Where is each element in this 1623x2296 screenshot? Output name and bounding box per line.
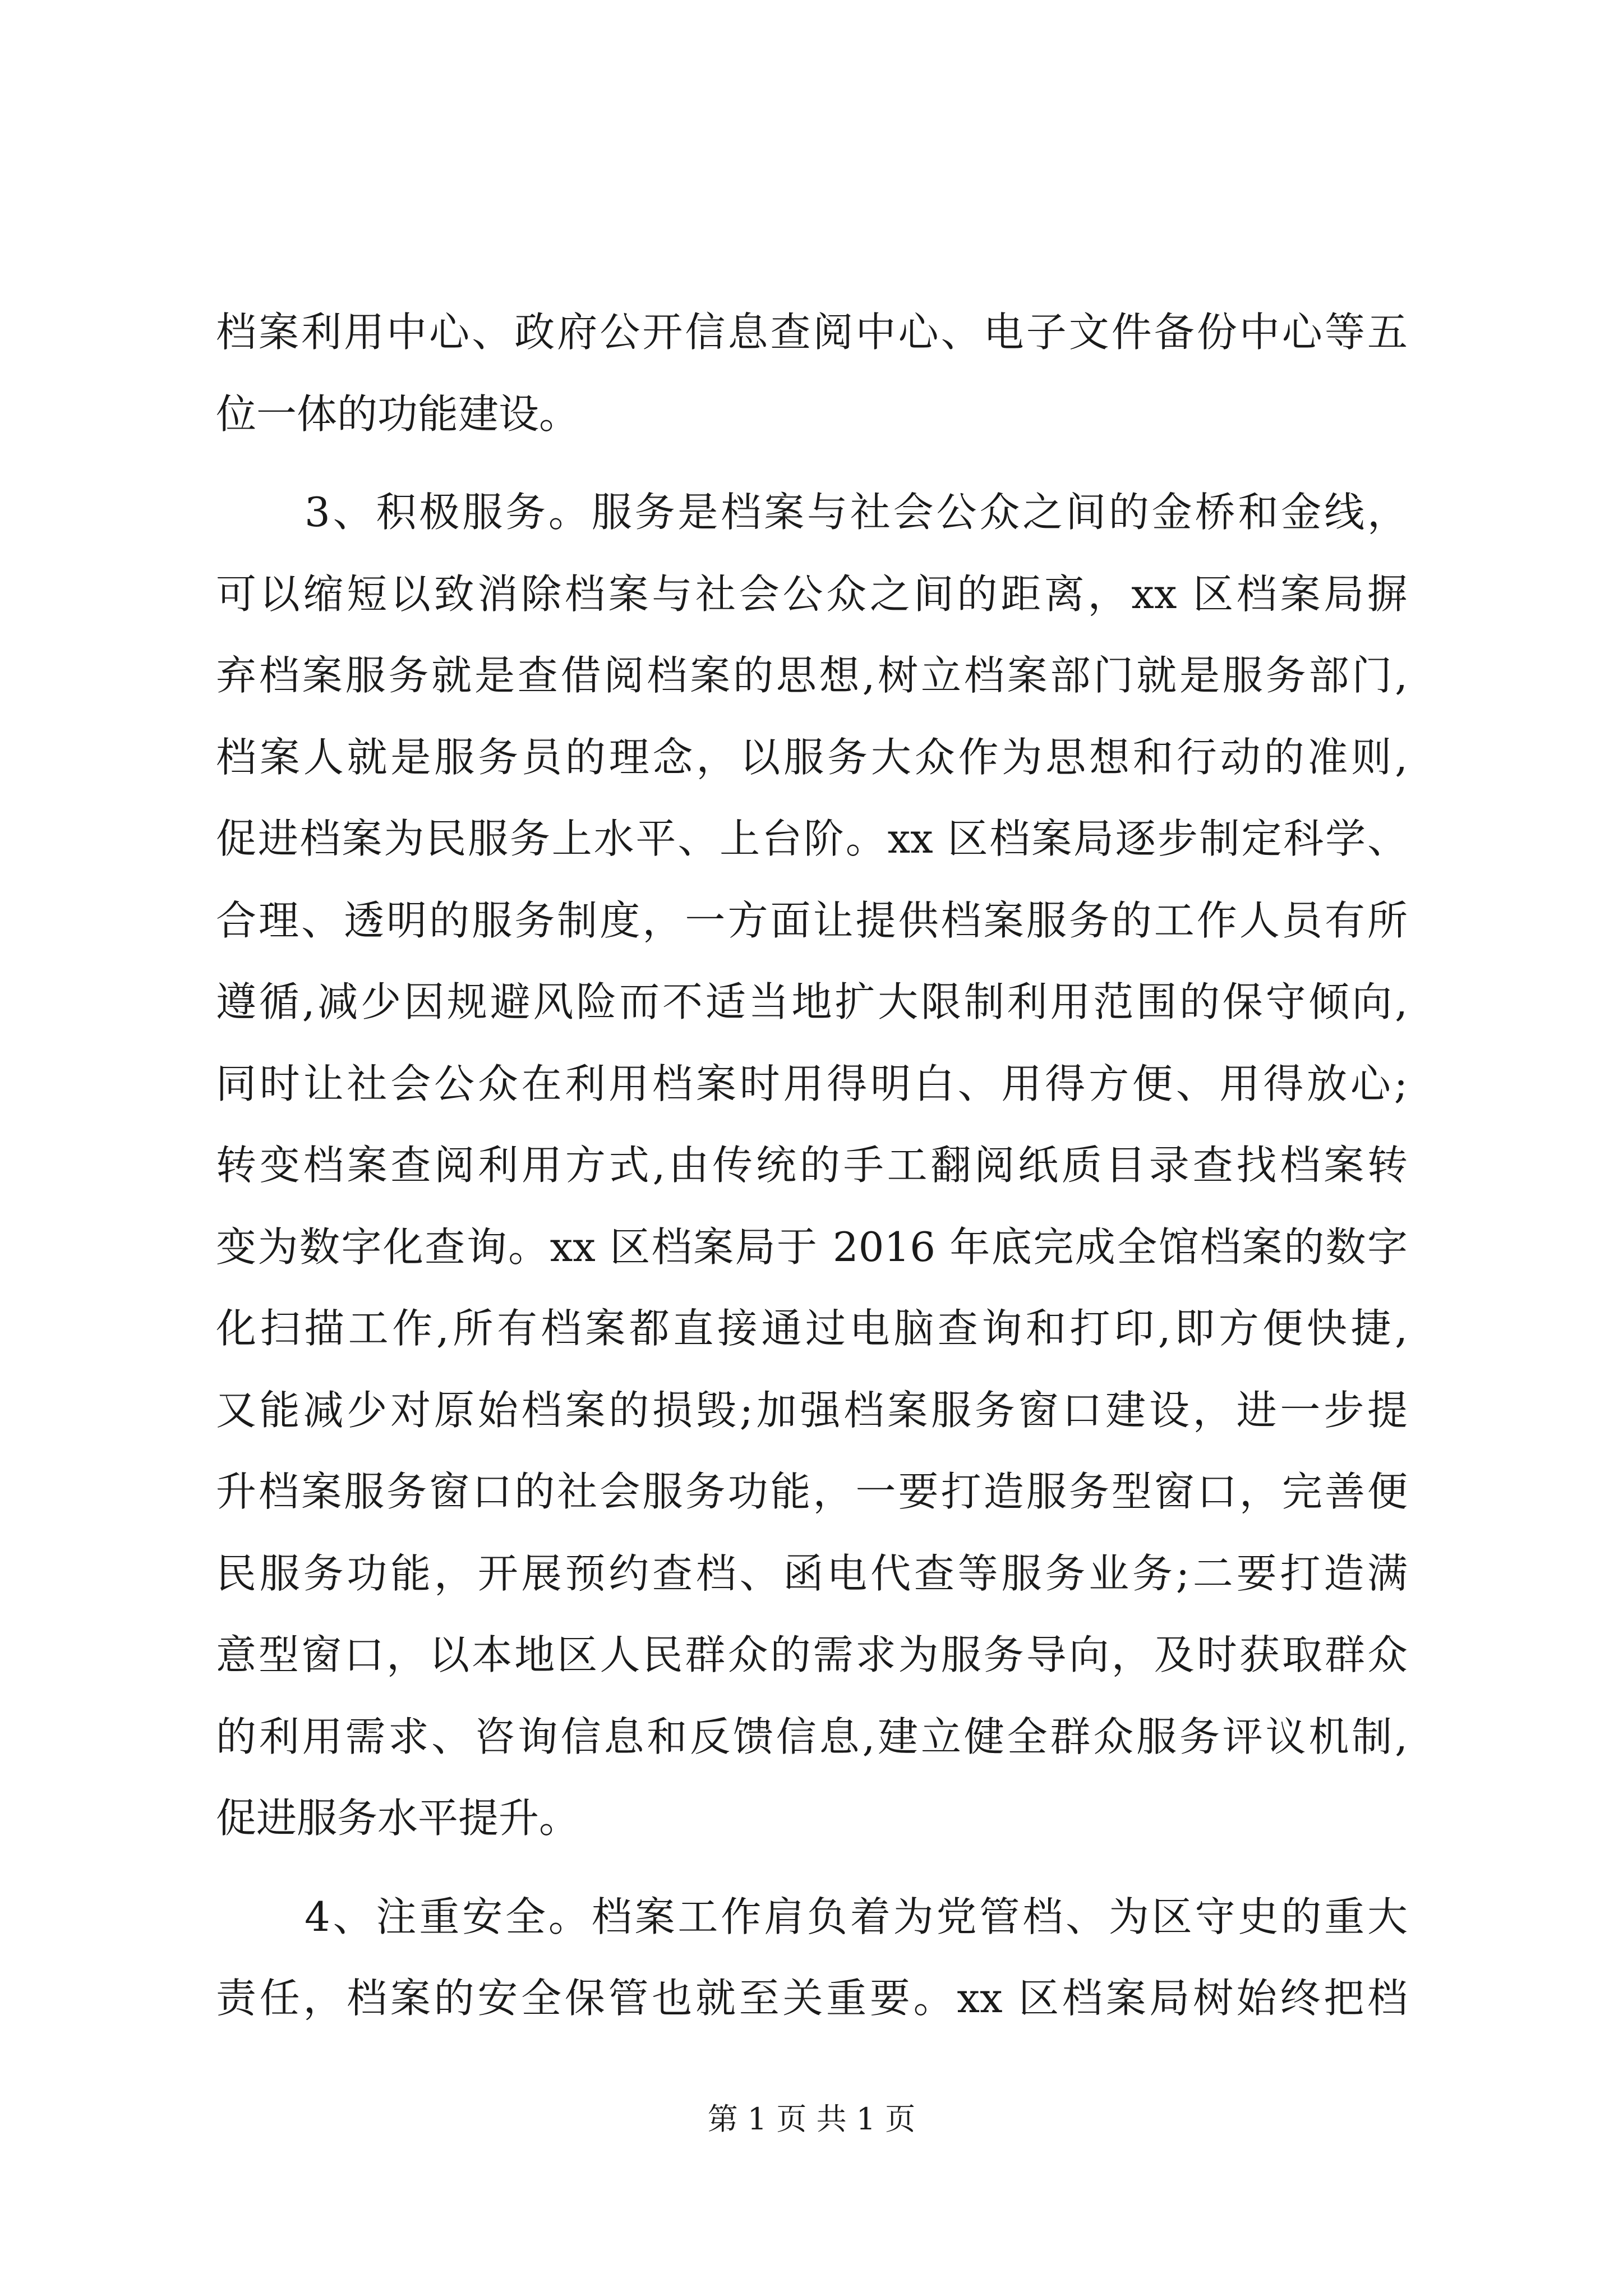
text-line: 化扫描工作,所有档案都直接通过电脑查询和打印,即方便快捷, xyxy=(216,1305,1408,1352)
text-line: 促进档案为民服务上水平、上台阶。xx 区档案局逐步制定科学、 xyxy=(216,815,1408,862)
text-line: 3、积极服务。服务是档案与社会公众之间的金桥和金线， xyxy=(305,489,1408,536)
text-line: 合理、透明的服务制度，一方面让提供档案服务的工作人员有所 xyxy=(216,896,1408,944)
text-line: 变为数字化查询。xx 区档案局于 2016 年底完成全馆档案的数字 xyxy=(216,1223,1408,1271)
text-line: 转变档案查阅利用方式,由传统的手工翻阅纸质目录查找档案转 xyxy=(216,1142,1408,1189)
document-body xyxy=(216,292,1408,2040)
text-line: 位一体的功能建设。 xyxy=(216,390,580,438)
text-line: 档案利用中心、政府公开信息查阅中心、电子文件备份中心等五 xyxy=(216,309,1408,356)
page-footer xyxy=(0,2095,1623,2138)
text-line: 可以缩短以致消除档案与社会公众之间的距离，xx 区档案局摒 xyxy=(216,570,1408,618)
text-line: 同时让社会公众在利用档案时用得明白、用得方便、用得放心; xyxy=(216,1060,1408,1107)
text-line: 责任，档案的安全保管也就至关重要。xx 区档案局树始终把档 xyxy=(216,1975,1408,2022)
text-line: 又能减少对原始档案的损毁;加强档案服务窗口建设，进一步提 xyxy=(216,1386,1408,1434)
text-line: 意型窗口，以本地区人民群众的需求为服务导向，及时获取群众 xyxy=(216,1631,1408,1678)
text-line: 的利用需求、咨询信息和反馈信息,建立健全群众服务评议机制, xyxy=(216,1713,1408,1760)
text-line: 遵循,减少因规避风险而不适当地扩大限制利用范围的保守倾向, xyxy=(216,978,1408,1025)
text-line: 民服务功能，开展预约查档、函电代查等服务业务;二要打造满 xyxy=(216,1549,1408,1597)
paragraph-2 xyxy=(216,472,1408,1860)
text-line: 档案人就是服务员的理念，以服务大众作为思想和行动的准则, xyxy=(216,733,1408,781)
text-line: 升档案服务窗口的社会服务功能，一要打造服务型窗口，完善便 xyxy=(216,1468,1408,1515)
page-number-label: 第 1 页 共 1 页 xyxy=(707,2101,916,2137)
text-line: 促进服务水平提升。 xyxy=(216,1795,580,1842)
paragraph-3 xyxy=(216,1876,1408,2040)
text-line: 弃档案服务就是查借阅档案的思想,树立档案部门就是服务部门, xyxy=(216,652,1408,699)
paragraph-1 xyxy=(216,292,1408,455)
text-line: 4、注重安全。档案工作肩负着为党管档、为区守史的重大 xyxy=(305,1893,1408,1940)
